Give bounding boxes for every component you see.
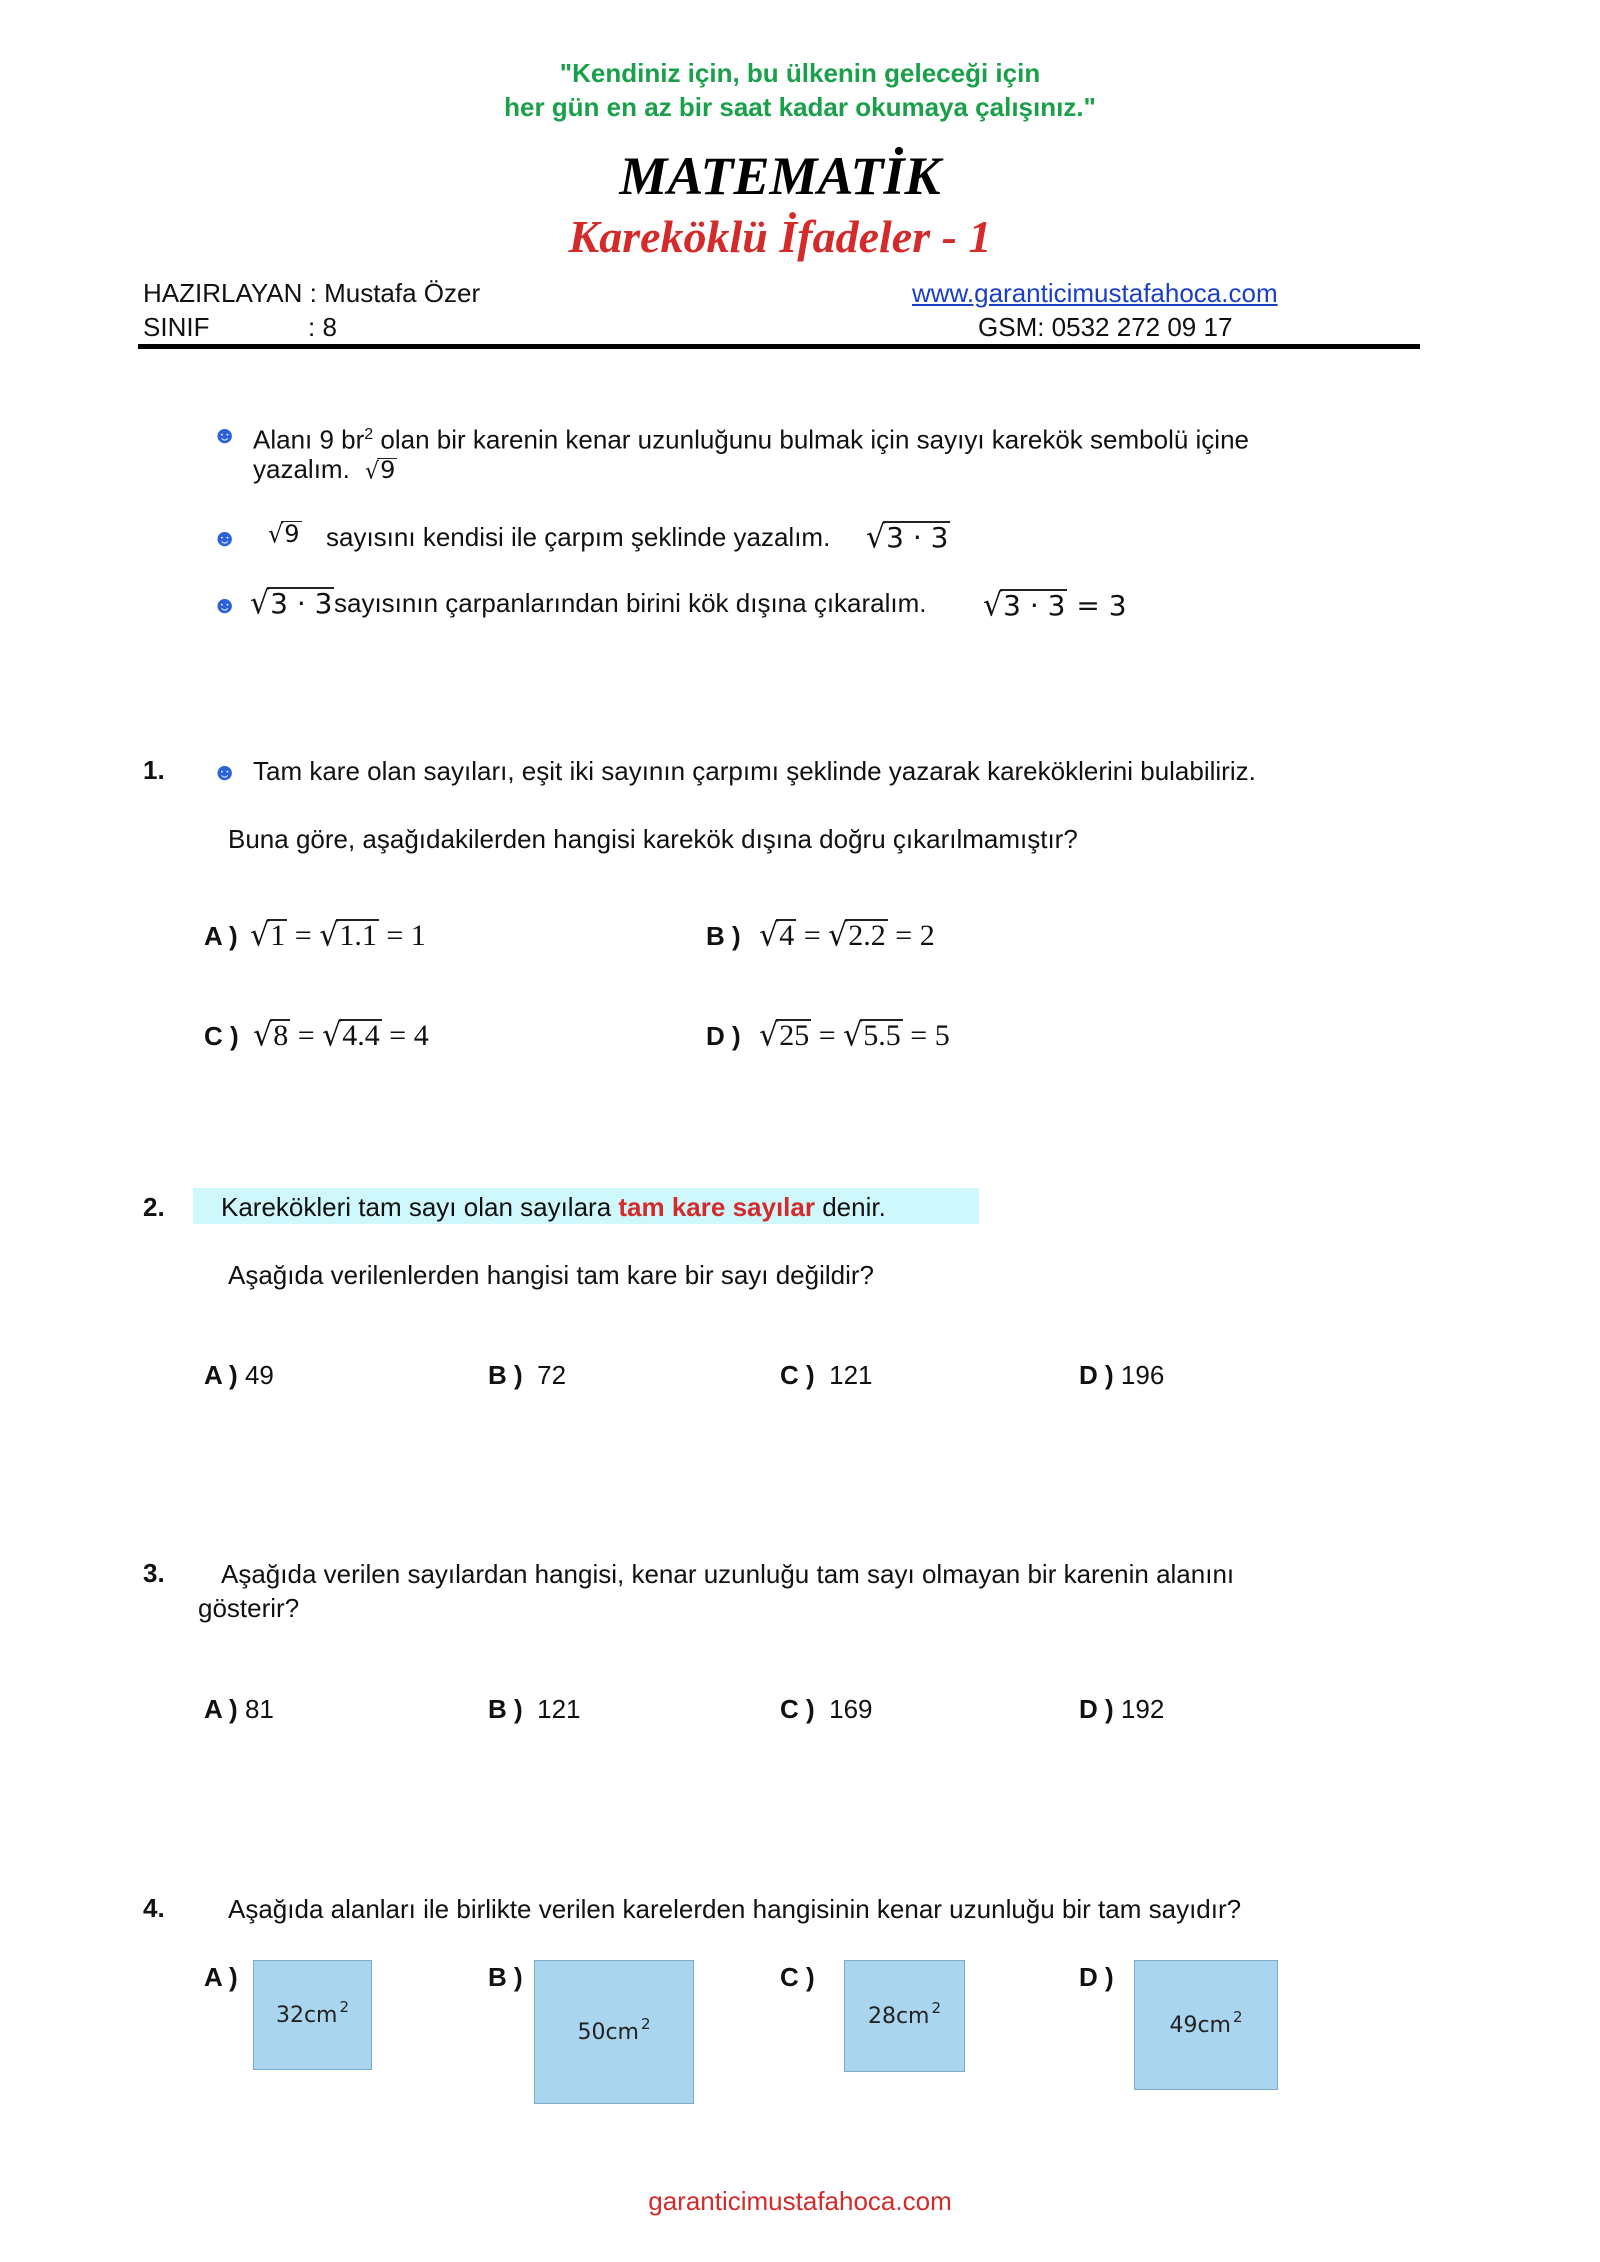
question-3-text: Aşağıda verilen sayılardan hangisi, kenar uzunluğu tam sayı olmayan bir karenin alanını bbox=[221, 1559, 1235, 1589]
question-4-option-b-square[interactable]: 50cm $^2$ bbox=[534, 1960, 694, 2104]
quote-line-2: her gün en az bir saat kadar okumaya çalışınız." bbox=[504, 92, 1096, 122]
intro-line-1: Alanı 9 $br^2$ olan bir karenin kenar uzunluğunu bulmak için sayıyı karekök sembolü içine bbox=[253, 424, 1250, 455]
question-3-option-a[interactable]: A ) 81 bbox=[204, 1694, 274, 1724]
intro-line-2-result: √3 · 3 bbox=[866, 519, 949, 556]
question-3-option-b[interactable]: B ) 121 bbox=[488, 1694, 581, 1724]
intro-line-1-cont: yazalım. √9 bbox=[253, 454, 396, 485]
question-1-option-d[interactable]: D ) √25 = √5.5 = 5 bbox=[706, 1017, 950, 1054]
author-label: HAZIRLAYAN : Mustafa Özer bbox=[143, 278, 481, 308]
gsm-number: GSM: 0532 272 09 17 bbox=[978, 312, 1233, 342]
bullet-icon: ☻ bbox=[212, 525, 238, 552]
bullet-icon: ☻ bbox=[212, 759, 238, 786]
bullet-icon: ☻ bbox=[212, 592, 238, 619]
footer-website[interactable]: garanticimustafahoca.com bbox=[648, 2186, 952, 2216]
question-2-text: Aşağıda verilenlerden hangisi tam kare bir sayı değildir? bbox=[228, 1260, 875, 1290]
question-4-option-d-square[interactable]: 49cm $^2$ bbox=[1134, 1960, 1278, 2090]
question-3-option-d[interactable]: D ) 192 bbox=[1079, 1694, 1165, 1724]
question-4-text: Aşağıda alanları ile birlikte verilen karelerden hangisinin kenar uzunluğu bir tam sayıdır? bbox=[228, 1894, 1242, 1924]
question-4-option-c-square[interactable]: 28cm $^2$ bbox=[844, 1960, 965, 2072]
question-1-number: 1. bbox=[143, 755, 165, 785]
question-2-number: 2. bbox=[143, 1192, 165, 1222]
page-title: MATEMATİK bbox=[619, 146, 941, 206]
question-3-number: 3. bbox=[143, 1558, 165, 1588]
intro-line-3-result: √3 · 3 = 3 bbox=[983, 587, 1127, 624]
question-4-number: 4. bbox=[143, 1893, 165, 1923]
question-2-option-c[interactable]: C ) 121 bbox=[780, 1360, 873, 1390]
question-3-text-cont: gösterir? bbox=[198, 1593, 300, 1623]
question-2-definition: Karekökleri tam sayı olan sayılara tam kare sayılar denir. bbox=[221, 1192, 886, 1222]
class-value: : 8 bbox=[308, 312, 337, 342]
intro-line-3-sqrt: √3 · 3 bbox=[250, 585, 333, 622]
question-4-option-a-square[interactable]: 32cm $^2$ bbox=[253, 1960, 372, 2070]
class-label: SINIF bbox=[143, 312, 210, 342]
intro-line-3: sayısının çarpanlarından birini kök dışına çıkaralım. bbox=[334, 588, 927, 618]
question-4-option-d-label: D ) bbox=[1079, 1962, 1114, 1992]
header-divider bbox=[138, 344, 1420, 349]
question-3-option-c[interactable]: C ) 169 bbox=[780, 1694, 873, 1724]
question-1-option-c[interactable]: C ) √8 = √4.4 = 4 bbox=[204, 1017, 429, 1054]
question-2-option-d[interactable]: D ) 196 bbox=[1079, 1360, 1165, 1390]
question-1-option-b[interactable]: B ) √4 = √2.2 = 2 bbox=[706, 917, 935, 954]
question-2-option-b[interactable]: B ) 72 bbox=[488, 1360, 567, 1390]
intro-line-2: sayısını kendisi ile çarpım şeklinde yazalım. bbox=[326, 522, 831, 552]
question-1-option-a[interactable]: A ) √1 = √1.1 = 1 bbox=[204, 917, 426, 954]
question-2-option-a[interactable]: A ) 49 bbox=[204, 1360, 274, 1390]
quote-line-1: "Kendiniz için, bu ülkenin geleceği için bbox=[559, 58, 1041, 88]
page-subtitle: Kareköklü İfadeler - 1 bbox=[568, 211, 992, 262]
intro-sqrt-9: √9 bbox=[268, 519, 300, 549]
question-1-text: Buna göre, aşağıdakilerden hangisi karekök dışına doğru çıkarılmamıştır? bbox=[228, 824, 1078, 854]
website-link[interactable]: www.garanticimustafahoca.com bbox=[912, 278, 1278, 308]
question-4-option-c-label: C ) bbox=[780, 1962, 815, 1992]
question-1-hint: Tam kare olan sayıları, eşit iki sayının çarpımı şeklinde yazarak kareköklerini bulabiliriz. bbox=[253, 756, 1256, 786]
question-4-option-a-label: A ) bbox=[204, 1962, 238, 1992]
bullet-icon: ☻ bbox=[212, 422, 238, 449]
question-4-option-b-label: B ) bbox=[488, 1962, 523, 1992]
